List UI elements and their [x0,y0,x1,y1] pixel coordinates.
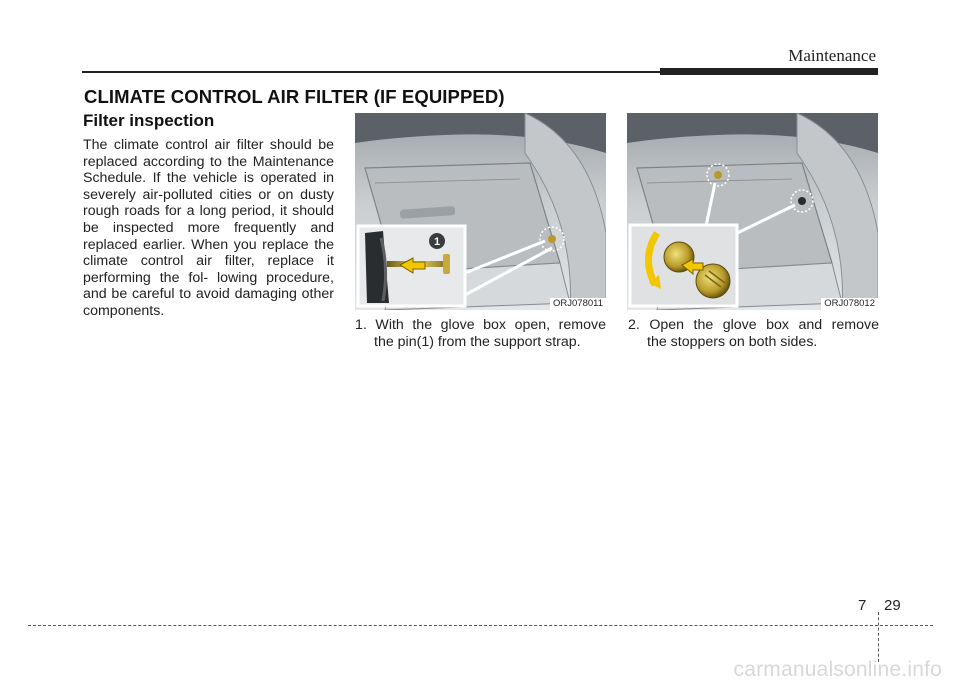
step-2-first-line [628,317,879,334]
intro-line: lowing procedure, and be careful to [83,269,334,303]
intro-line: is operated in severely air-polluted [83,170,334,203]
step-1-continuation: the pin(1) from the support strap. [374,333,581,350]
intro-line: When you replace the climate control [83,236,334,270]
page-number: 29 [884,597,901,614]
step-1 [355,317,606,350]
step-number: 2. [628,317,640,333]
intro-line: Maintenance Schedule. If the vehicle [83,153,334,187]
glove-box-pin-illustration [355,113,606,310]
intro-line: long period, it should be inspected [83,203,334,236]
header-rule [82,71,662,73]
step-2 [628,317,879,350]
intro-line: be replaced according to the [83,137,334,170]
step-number: 1. [355,317,367,333]
intro-line: air filter, replace it performing the fol- [83,253,334,286]
step-text: Open the glove box and remove [649,317,879,333]
intro-line: The climate control air filter should [83,137,312,153]
subsection-title: Filter inspection [83,111,215,130]
step-text: With the glove box open, remove [375,317,606,333]
pin-callout-number: 1 [433,236,441,248]
step-2-continuation: the stoppers on both sides. [647,333,818,350]
figure-code: ORJ078011 [550,298,606,310]
step-1-first-line [355,317,606,334]
footer-separator [878,612,879,662]
figure-stopper-removal [627,113,878,310]
footer-rule [28,625,933,626]
intro-line: more frequently and replaced earlier. [83,219,334,253]
intro-line: cities or on dusty rough roads for a [83,186,334,220]
section-title: CLIMATE CONTROL AIR FILTER (IF EQUIPPED) [84,86,505,107]
chapter-number: 7 [858,597,867,614]
glove-box-stoppers-illustration [627,113,878,310]
figure-pin-removal [355,113,606,310]
watermark: carmanualsonline.info [733,658,942,681]
figure-code: ORJ078012 [821,298,878,310]
intro-line: avoid damaging other components. [83,286,334,319]
section-label: Maintenance [788,46,876,65]
header-rule-accent [660,68,878,75]
intro-paragraph [83,137,334,320]
